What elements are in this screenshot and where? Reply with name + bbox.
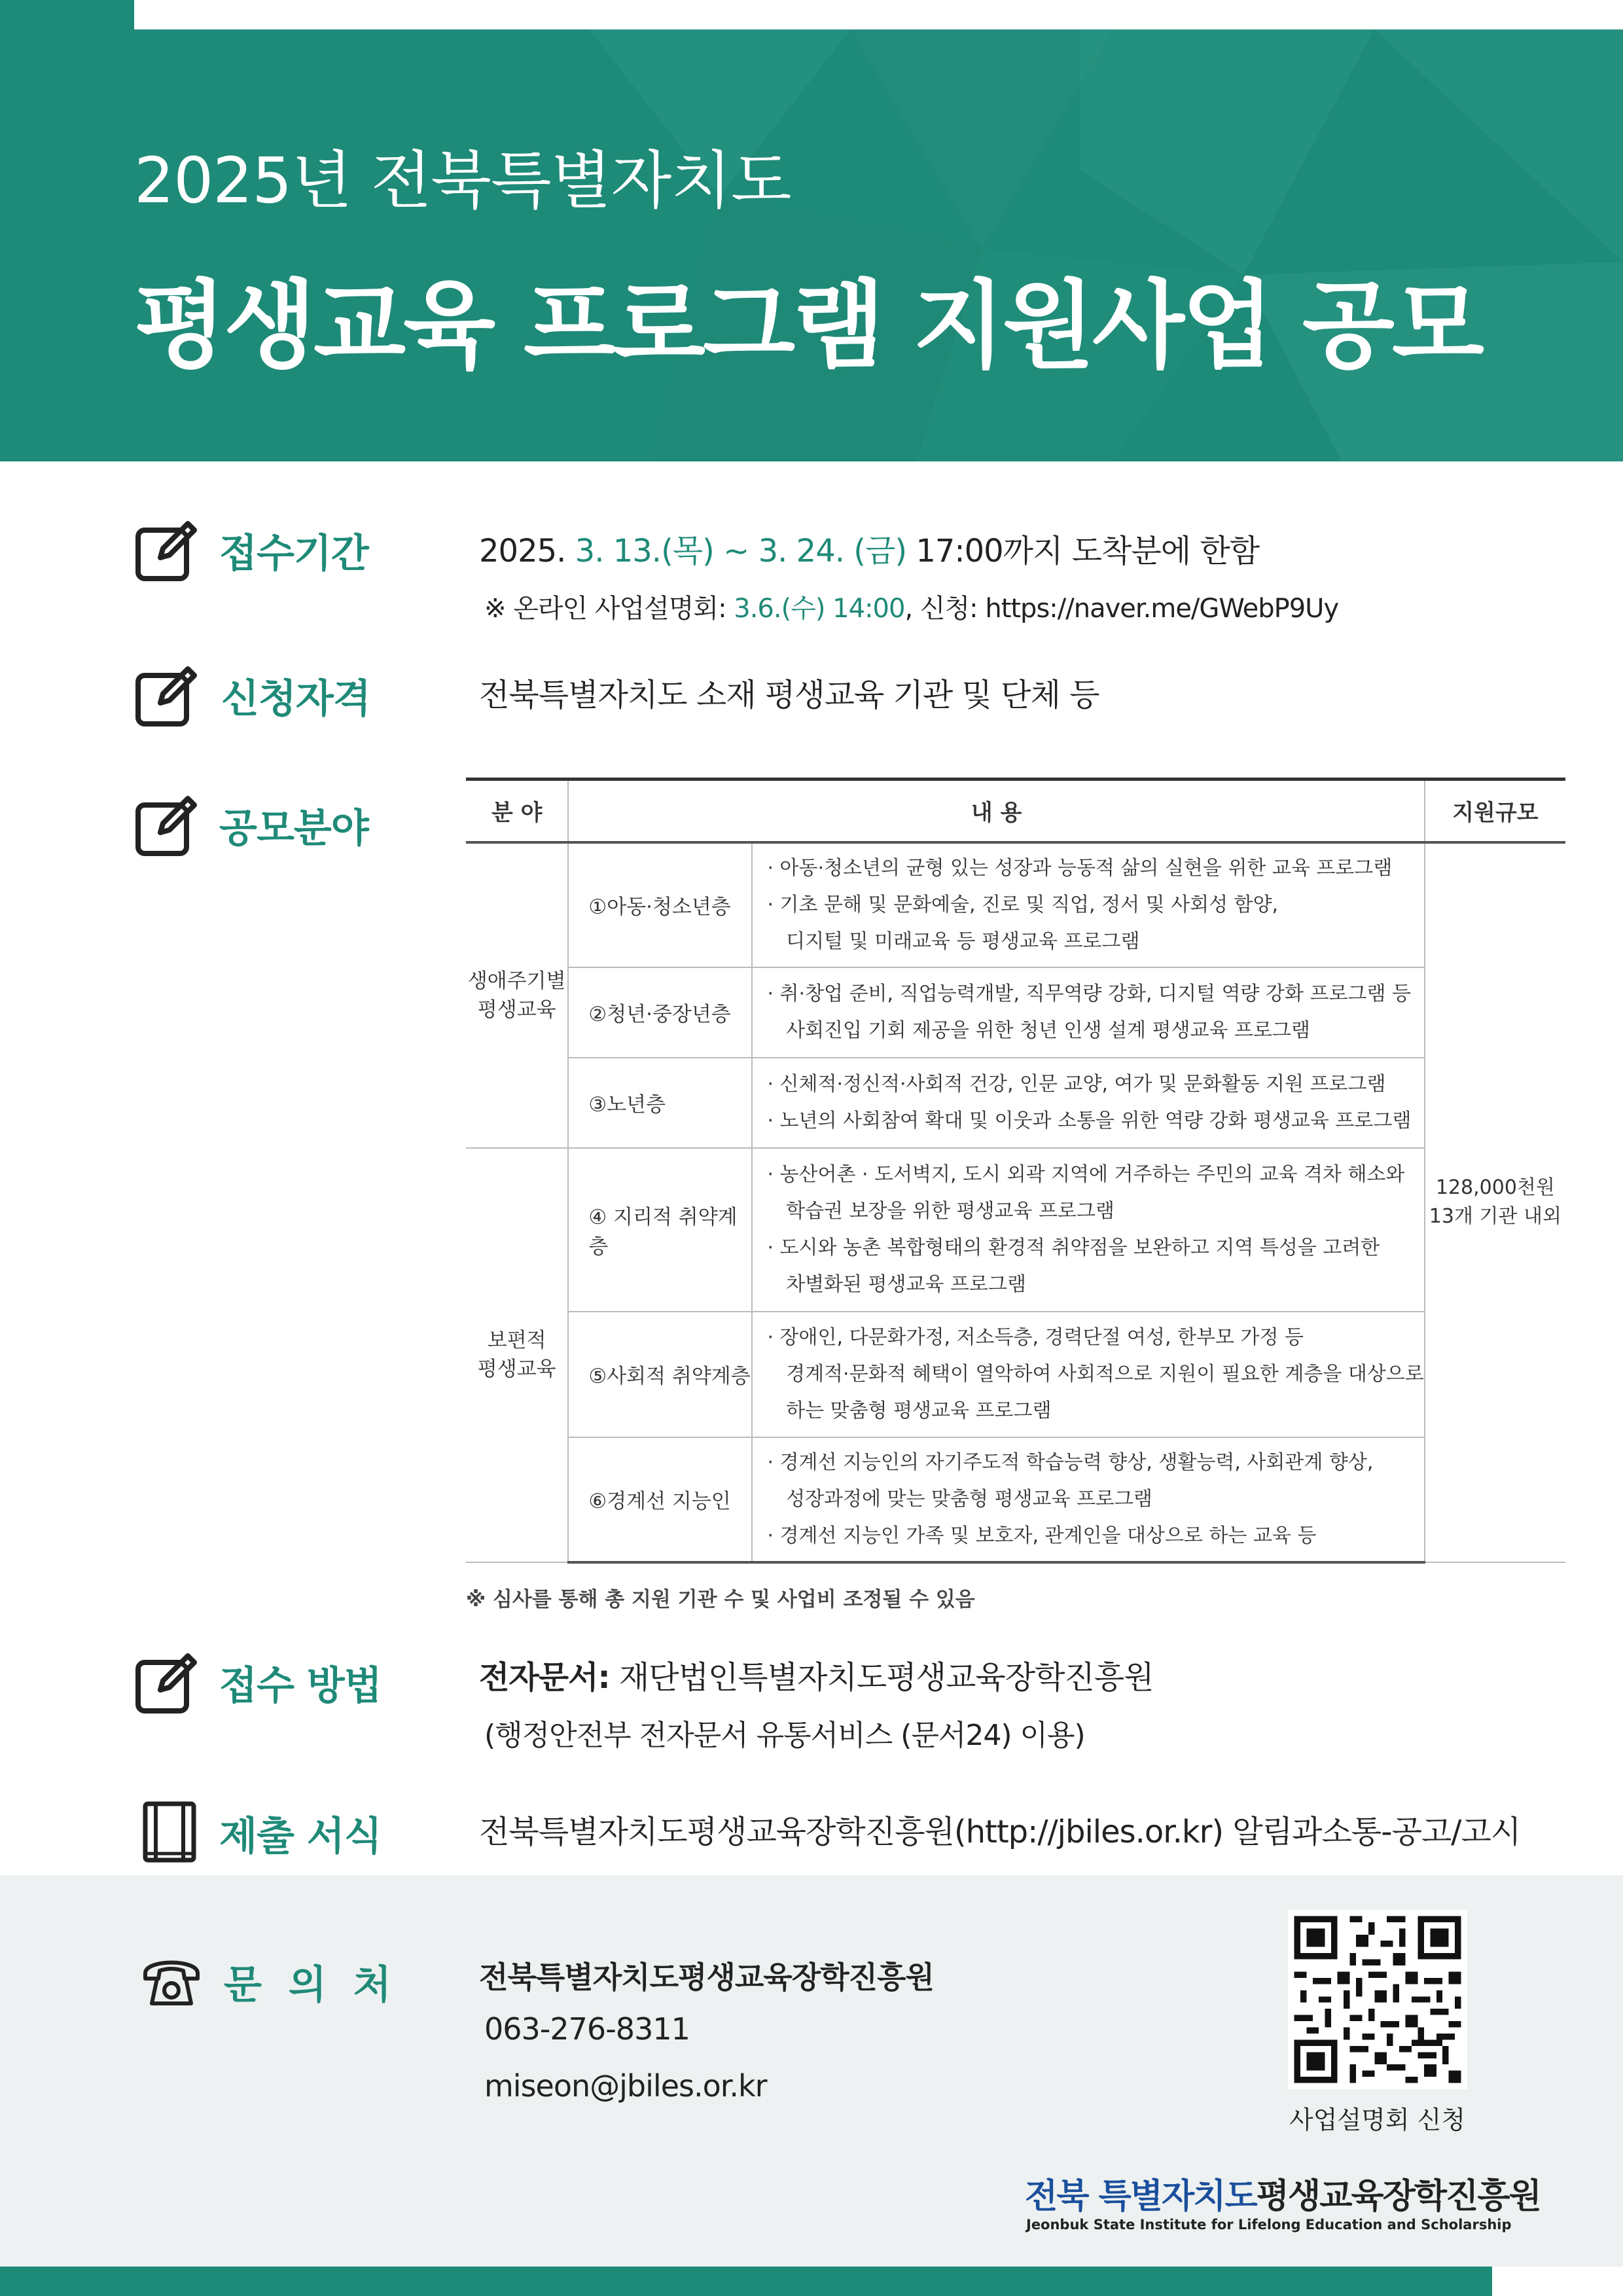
period-year: 2025. xyxy=(479,533,575,569)
subcategory-cell: ③노년층 xyxy=(568,1058,752,1148)
organization-logo xyxy=(1025,2168,1541,2217)
table-row xyxy=(466,967,1565,1058)
table-header-scale: 지원규모 xyxy=(1425,780,1565,842)
period-label: 접수기간 xyxy=(219,531,368,577)
header-decoration xyxy=(0,0,1623,461)
category-cell xyxy=(466,1148,568,1562)
content-line: · 아동·청소년의 균형 있는 성장과 능동적 삶의 실현을 위한 교육 프로그램 xyxy=(767,856,1393,880)
scale-count: 13개 기관 내외 xyxy=(1429,1205,1561,1228)
content-line: · 도시와 농촌 복합형태의 환경적 취약점을 보완하고 지역 특성을 고려한 xyxy=(767,1236,1380,1259)
category-line: 생애주기별 xyxy=(467,969,566,993)
qr-code[interactable] xyxy=(1288,1910,1467,2089)
period-text xyxy=(479,526,1259,571)
content-line: 차별화된 평생교육 프로그램 xyxy=(767,1272,1026,1296)
content-cell xyxy=(752,1312,1424,1437)
logo-english: Jeonbuk State Institute for Lifelong Education and Scholarship xyxy=(1026,2217,1512,2233)
contact-phone[interactable]: 063-276-8311 xyxy=(484,2011,690,2047)
subcategory-cell: ②청년·중장년층 xyxy=(568,967,752,1058)
content-line: 학습권 보장을 위한 평생교육 프로그램 xyxy=(767,1199,1115,1223)
page-subtitle: 2025년 전북특별자치도 xyxy=(134,144,791,217)
content-line: 성장과정에 맞는 맞춤형 평생교육 프로그램 xyxy=(767,1487,1152,1511)
forms-label: 제출 서식 xyxy=(219,1814,382,1859)
book-icon xyxy=(137,1799,203,1864)
table-row xyxy=(466,1148,1565,1312)
content-line: · 신체적·정신적·사회적 건강, 인문 교양, 여가 및 문화활동 지원 프로그램 xyxy=(767,1072,1386,1096)
period-dates: 3. 13.(목) ~ 3. 24. (금) xyxy=(575,533,907,569)
logo-institute: 평생교육장학진흥원 xyxy=(1256,2177,1541,2216)
contact-email[interactable]: miseon@jbiles.or.kr xyxy=(484,2068,767,2104)
scale-amount: 128,000천원 xyxy=(1435,1176,1555,1199)
program-fields-table xyxy=(466,778,1565,1564)
method-recipient: 재단법인특별자치도평생교육장학진흥원 xyxy=(609,1659,1154,1696)
table-header-content: 내 용 xyxy=(568,780,1424,842)
content-cell xyxy=(752,842,1424,967)
content-cell xyxy=(752,1437,1424,1562)
content-line: · 기초 문해 및 문화예술, 진로 및 직업, 정서 및 사회성 함양, xyxy=(767,893,1279,916)
contact-label: 문 의 처 xyxy=(224,1962,398,2008)
category-line: 평생교육 xyxy=(477,1357,556,1381)
page-title: 평생교육 프로그램 지원사업 공모 xyxy=(134,270,1482,382)
qr-caption: 사업설명회 신청 xyxy=(1289,2106,1466,2134)
table-row xyxy=(466,1058,1565,1148)
method-label: 접수 방법 xyxy=(219,1663,382,1709)
edit-icon xyxy=(134,517,200,583)
content-line: 경계적·문화적 혜택이 열악하여 사회적으로 지원이 필요한 계층을 대상으로 xyxy=(767,1362,1424,1386)
content-line: · 장애인, 다문화가정, 저소득층, 경력단절 여성, 한부모 가정 등 xyxy=(767,1325,1304,1349)
telephone-icon xyxy=(139,1947,204,2013)
forms-text[interactable]: 전북특별자치도평생교육장학진흥원(http://jbiles.or.kr) 알림과소통-공고/고시 xyxy=(479,1814,1521,1850)
edit-icon xyxy=(134,1649,200,1715)
method-type: 전자문서: xyxy=(479,1659,610,1696)
eligibility-label: 신청자격 xyxy=(221,676,370,722)
table-row xyxy=(466,842,1565,967)
category-line: 보편적 xyxy=(487,1329,546,1352)
content-line: · 노년의 사회참여 확대 및 이웃과 소통을 위한 역량 강화 평생교육 프로그램 xyxy=(767,1109,1412,1132)
edit-icon xyxy=(134,792,200,857)
content-line: · 농산어촌 · 도서벽지, 도시 외곽 지역에 거주하는 주민의 교육 격차 해소와 xyxy=(767,1162,1405,1186)
table-row xyxy=(466,1312,1565,1437)
table-note: ※ 심사를 통해 총 지원 기관 수 및 사업비 조정될 수 있음 xyxy=(466,1588,975,1611)
logo-jeonbuk: 전북 xyxy=(1025,2177,1088,2216)
scale-cell xyxy=(1425,842,1565,1562)
content-line: · 경계선 지능인의 자기주도적 학습능력 향상, 생활능력, 사회관계 향상, xyxy=(767,1450,1374,1474)
fields-label: 공모분야 xyxy=(219,806,368,852)
briefing-note xyxy=(484,588,1338,625)
content-line: 하는 맞춤형 평생교육 프로그램 xyxy=(767,1399,1052,1422)
content-line: · 취·창업 준비, 직업능력개발, 직무역량 강화, 디지털 역량 강화 프로그램 등 xyxy=(767,982,1411,1005)
content-line: · 경계선 지능인 가족 및 보호자, 관계인을 대상으로 하는 교육 등 xyxy=(767,1524,1317,1547)
table-header-row xyxy=(466,780,1565,842)
period-deadline: 17:00까지 도착분에 한함 xyxy=(906,533,1260,569)
content-cell xyxy=(752,967,1424,1058)
subcategory-cell: ①아동·청소년층 xyxy=(568,842,752,967)
subcategory-cell: ⑥경계선 지능인 xyxy=(568,1437,752,1562)
eligibility-text: 전북특별자치도 소재 평생교육 기관 및 단체 등 xyxy=(479,677,1099,713)
header-banner xyxy=(0,0,1623,461)
content-cell xyxy=(752,1148,1424,1312)
briefing-label: ※ 온라인 사업설명회: xyxy=(484,594,734,624)
content-line: 디지털 및 미래교육 등 평생교육 프로그램 xyxy=(767,929,1140,953)
header-top-bar xyxy=(134,0,1623,29)
category-line: 평생교육 xyxy=(477,997,556,1022)
table-row xyxy=(466,1437,1565,1562)
logo-special: 특별자치도 xyxy=(1088,2177,1257,2216)
footer-bar xyxy=(0,2267,1492,2296)
method-text xyxy=(479,1652,1154,1697)
briefing-date: 3.6.(수) 14:00 xyxy=(734,594,905,624)
edit-icon xyxy=(134,662,200,728)
content-cell xyxy=(752,1058,1424,1148)
method-sub: (행정안전부 전자문서 유통서비스 (문서24) 이용) xyxy=(484,1719,1085,1752)
category-cell xyxy=(466,842,568,1148)
subcategory-cell: ④ 지리적 취약계층 xyxy=(568,1148,752,1312)
subcategory-cell: ⑤사회적 취약계층 xyxy=(568,1312,752,1437)
table-header-field: 분 야 xyxy=(466,780,568,842)
content-line: 사회진입 기회 제공을 위한 청년 인생 설계 평생교육 프로그램 xyxy=(767,1018,1310,1042)
contact-org: 전북특별자치도평생교육장학진흥원 xyxy=(479,1960,934,1995)
briefing-link[interactable]: , 신청: https://naver.me/GWebP9Uy xyxy=(904,594,1339,624)
